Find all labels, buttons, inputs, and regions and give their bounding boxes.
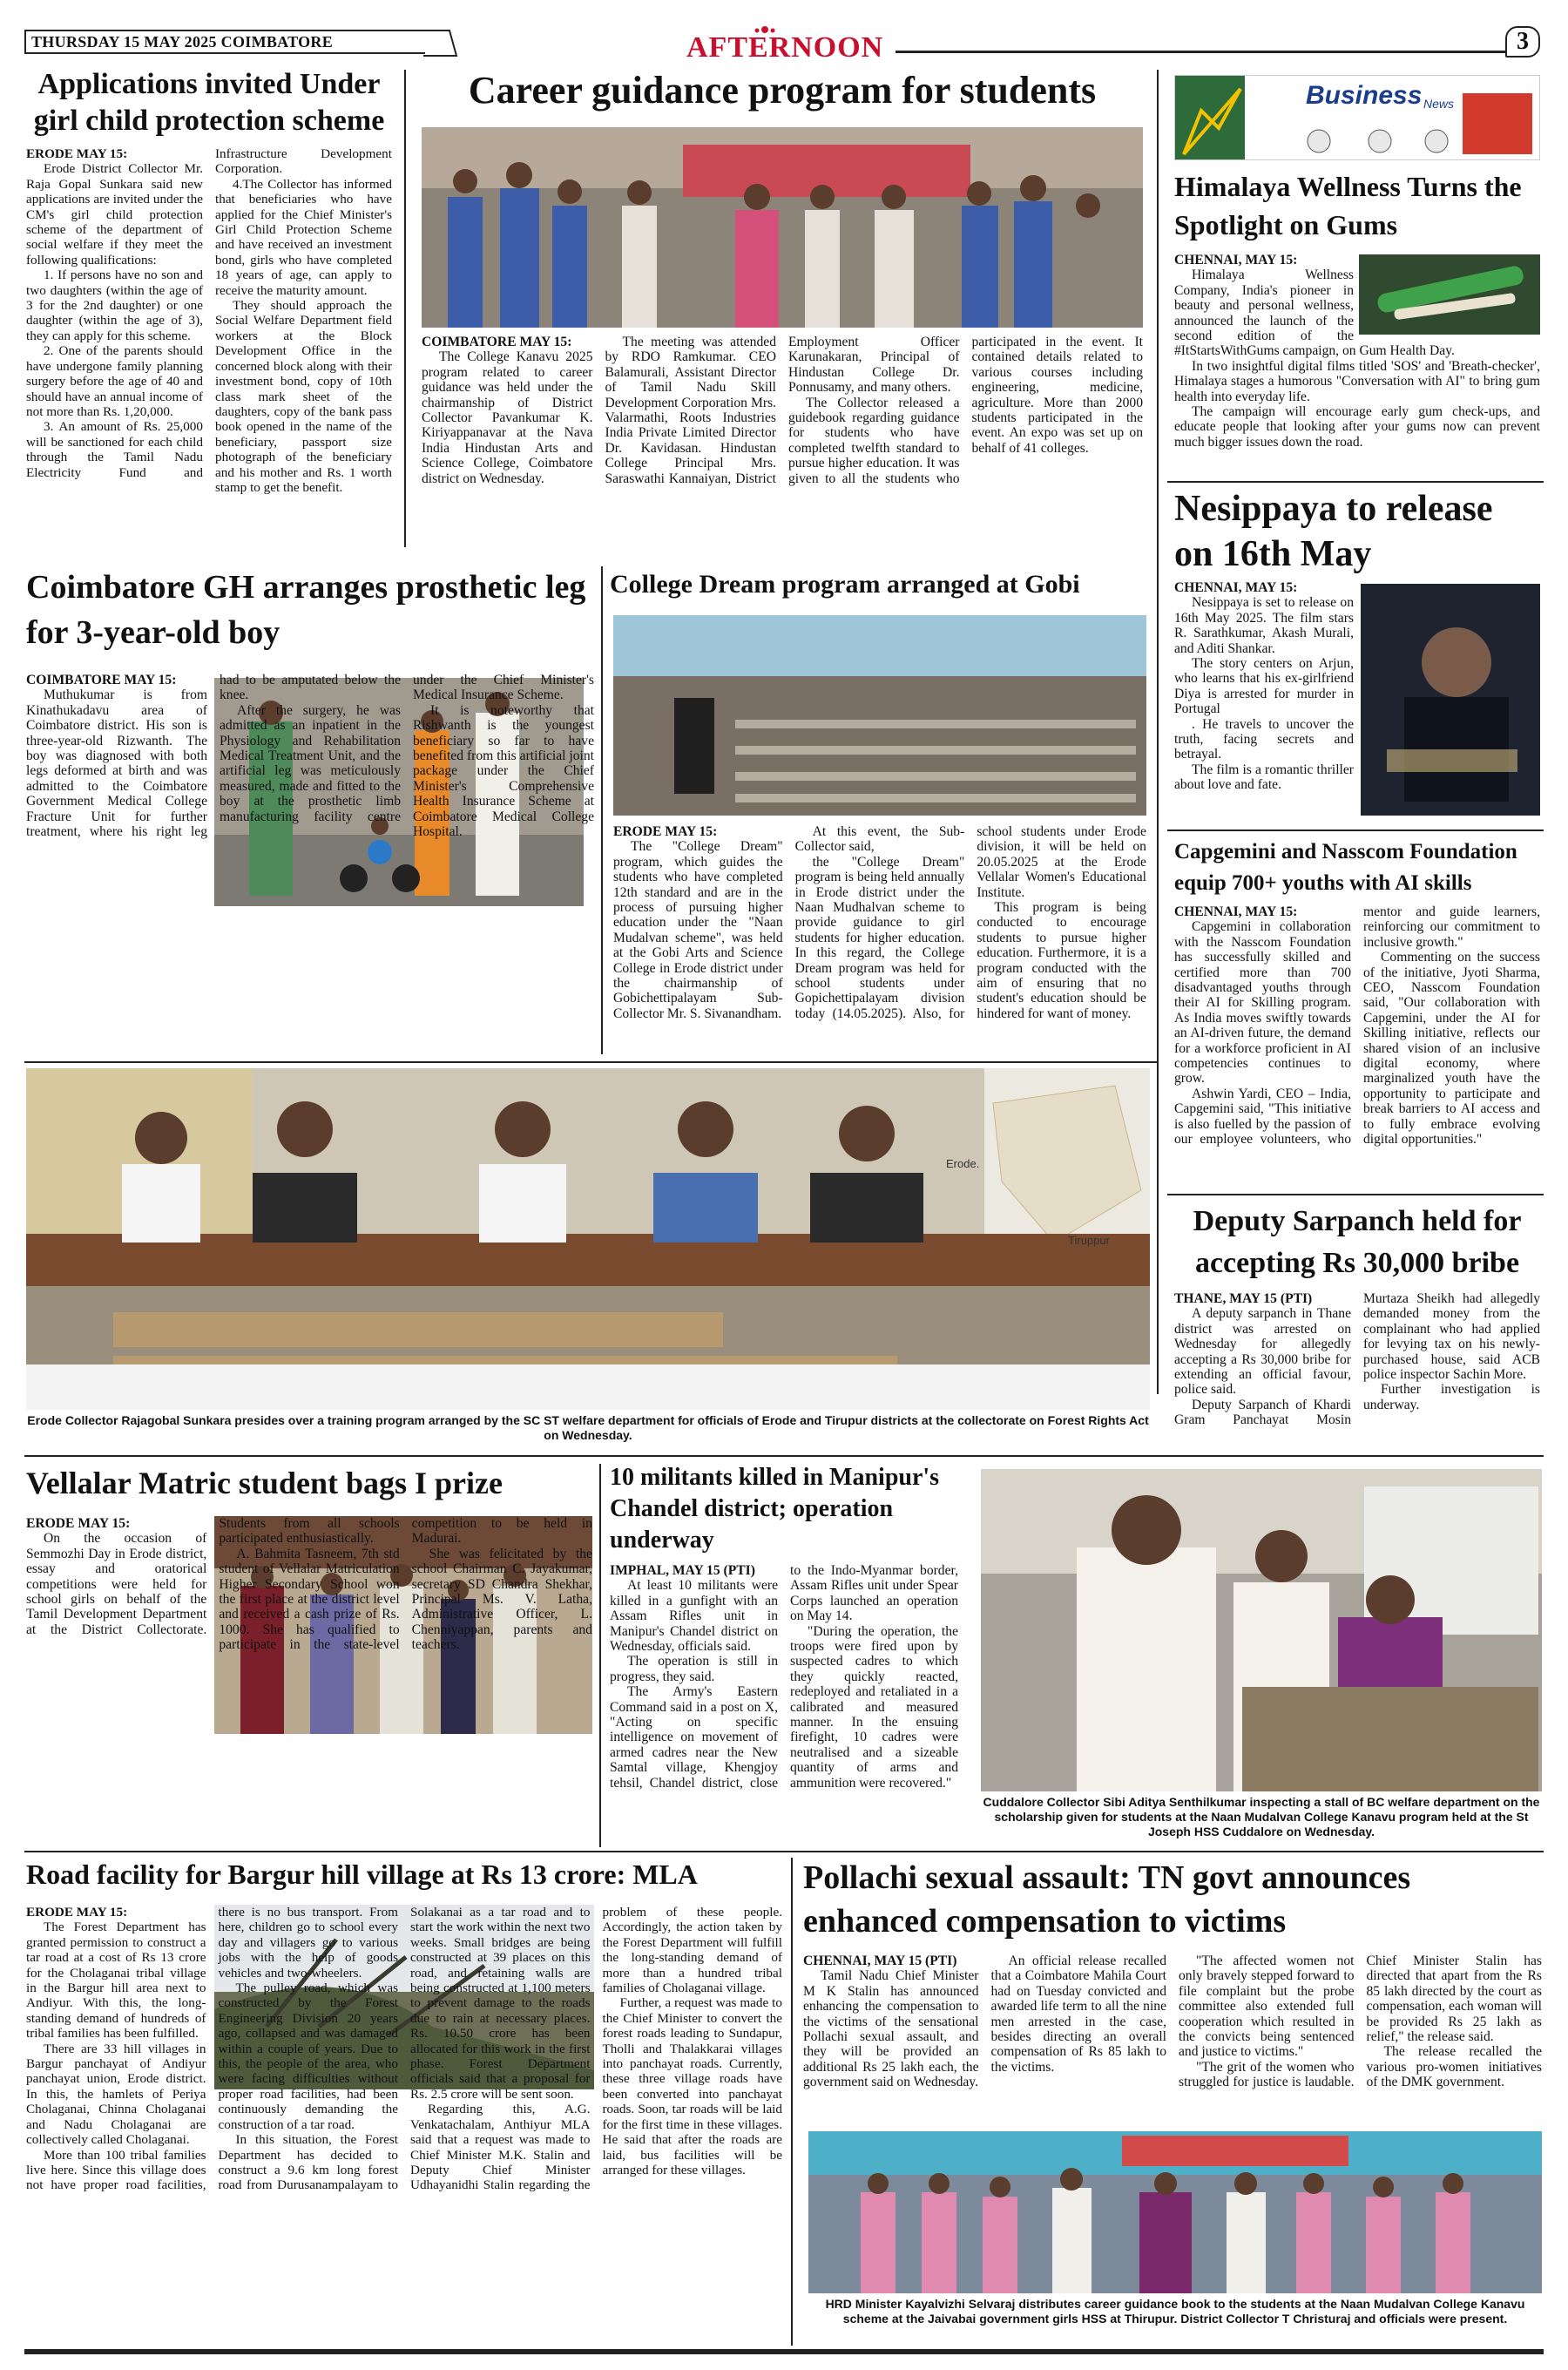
paragraph: There are 33 hill villages in Bargur panchayat of Andiyur panchayat union, Erode district. In this, the hamlets of Periya Cholaganai, Chinna Cholaganai and Nadu Cholaganai are collectively called Cholaganai. [26, 2041, 206, 2148]
headline: College Dream program arranged at Gobi [610, 570, 1080, 599]
paragraph: At least 10 militants were killed in a gunfight with an Assam Rifles unit in Manipur's Chandel district on Wednesday, officials said. [610, 1578, 778, 1655]
capgemini-article [1174, 836, 1540, 1202]
college-dream-article [610, 565, 1150, 1053]
float-spacer [1354, 253, 1540, 336]
paragraph: The College Kanavu 2025 program related to career guidance was held under the chairmanship of District Collector Pavankumar K. Kiriyappanavar at the Nava India Hindustan Arts and Science College, Coimbatore district on Wednesday. [422, 349, 593, 486]
sarpanch-article [1174, 1201, 1540, 1445]
article-body [26, 146, 392, 547]
paragraph: 4.The Collector has informed that beneficiaries who have applied for the Chief Minister's Girl Child Protection Scheme and have received an investment bond, girls who have completed 18 years of age, can apply to receive the maturity amount. [215, 176, 392, 298]
article-body [1174, 1291, 1540, 1441]
photo-caption: Cuddalore Collector Sibi Aditya Senthilkumar inspecting a stall of BC welfare department on the scholarship given for students at the Naan Mudalvan College Kanavu program held at the St Joseph HSS Cuddalore on Wednesday. [983, 1795, 1540, 1838]
paragraph: 2. One of the parents should have undergone family planning surgery before the age of 40 and should have an annual income of not more than Rs. 1,20,000. [26, 343, 203, 419]
himalaya-article [1174, 167, 1540, 477]
paragraph: Muthukumar is from Kinathukadavu area of Coimbatore district. His son is three-year-old Rizwanth. The boy was diagnosed with both legs deformed at birth and was admitted to the Coimbatore Government Medical College Fracture Unit for further treatment, where his right leg had to be amputated below the knee. [26, 673, 401, 840]
paragraph: Further investigation is underway. [1363, 1382, 1540, 1412]
paragraph: "The affected women not only bravely stepped forward to file complaint but the probe committee also extended full cooperation which resulted in the convicts being sentenced and justice to victims." [1179, 1954, 1355, 2060]
footer-rule [24, 2349, 1544, 2354]
dateline: ERODE MAY 15: [26, 146, 128, 161]
section-rule [24, 1851, 1544, 1852]
dateline: CHENNAI, MAY 15 (PTI) [803, 1954, 957, 1968]
section-rule [1167, 1194, 1544, 1195]
paragraph: It is noteworthy that Rishwanth is the youngest beneficiary so far to have benefited from this artificial joint package under the Chief Minister's Comprehensive Health Insurance Scheme at Coimbatore Medical College Hospital. [413, 702, 594, 840]
dateline: CHENNAI, MAY 15: [1174, 253, 1298, 267]
paragraph: A deputy sarpanch in Thane district was arrested on Wednesday for allegedly accepting a Rs 30,000 bribe for extending an official favour, police said. [1174, 1306, 1351, 1398]
career-photo [422, 127, 1143, 328]
section-rule [1167, 830, 1544, 831]
manipur-article [610, 1462, 958, 1845]
article-body [26, 673, 594, 1053]
headline: 10 militants killed in Manipur's Chandel district; operation underway [610, 1464, 940, 1554]
dateline: THANE, MAY 15 (PTI) [1174, 1291, 1313, 1306]
college-dream-photo [613, 615, 1146, 816]
paragraph: The operation is still in progress, they said. [610, 1654, 778, 1684]
headline: Career guidance program for students [468, 69, 1097, 112]
paragraph: Commenting on the success of the initiative, Jyoti Sharma, CEO, Nasscom Foundation said, "Our collaboration with Capgemini, under the AI for Skilling initiative, reflects our shared vision of an inclusive digital economy, where marginalized youth have the opportunity to participate and break barriers to AI access and to fully embrace evolving digital opportunities." [1363, 950, 1540, 1148]
map-label-erode: Erode. [946, 1157, 980, 1170]
article-body [610, 1563, 958, 1845]
prosthetic-article [26, 565, 594, 1053]
paragraph: In this situation, the Forest Department has decided to construct a 9.6 km long forest road from Durusanampalayam to Solakanai as a tar road and to start the work within the next two weeks. Small bridges are being constructed at 39 places on this road, and retaining walls are being constructed at 1,100 meters to prevent damage to the roads due to rain at necessary places. Rs. 10.50 crore has been allocated for this work in the first phase. Forest Department officials said that a proposal for Rs. 2.5 crore will be sent soon. [218, 1905, 591, 2193]
column-rule [404, 70, 406, 547]
paragraph: This program is being conducted to encourage students to pursue higher education. Furthermore, it is a program conducted with the aim of ensuring that no student's education should be hindered for want of money. [977, 900, 1146, 1021]
paragraph: Nesippaya is set to release on 16th May 2025. The film stars R. Sarathkumar, Akash Murali, and Aditi Shankar. [1174, 595, 1354, 656]
dateline: ERODE MAY 15: [26, 1905, 128, 1920]
masthead [24, 24, 1544, 61]
paragraph: Erode District Collector Mr. Raja Gopal Sunkara said new applications are invited under the CM's girl child protection scheme of the department of social welfare if they meet the following qualifications: [26, 161, 203, 267]
cuddalore-photo-block [981, 1469, 1542, 1849]
headline: Capgemini and Nasscom Foundation equip 700+ youths with AI skills [1174, 840, 1517, 895]
movie-poster [1361, 584, 1540, 816]
dateline: IMPHAL, MAY 15 (PTI) [610, 1563, 755, 1578]
section-rule [24, 1455, 1544, 1457]
dateline: ERODE MAY 15: [613, 824, 718, 839]
column-rule [1157, 70, 1159, 1394]
article-body [1174, 580, 1354, 826]
masthead-rule [896, 51, 1505, 53]
paragraph: The "College Dream" program, which guides the students who have completed 12th standard and are in the process of pursuing higher education under the "Naan Mudalvan scheme", was held at the Gobi Arts and Science College in Erode district under the chairmanship of Gobichettipalayam Sub-Collector Mr. S. Sivanandham. [613, 839, 783, 1021]
career-article [416, 66, 1148, 554]
masthead-bar-arrow [423, 30, 458, 58]
business-news-banner [1174, 75, 1540, 160]
dateline: COIMBATORE MAY 15: [422, 335, 572, 349]
thirupur-photo-block [808, 2131, 1542, 2344]
erode-photo-block [26, 1068, 1150, 1452]
article-body [422, 335, 1143, 552]
headline: Nesippaya to release on 16th May [1174, 489, 1493, 574]
business-logo-word: Business [1306, 81, 1423, 110]
section-rule [1167, 481, 1544, 483]
paragraph: Further, a request was made to the Chief Minister to convert the forest roads leading to Sundapur, Tholli and Thalakkarai villages into panchayat roads. Currently, these three village roads have been converted into panchayat roads. Soon, tar roads will be laid for the first time in these villages. He said that after the roads are laid, bus facilities will be arranged for these villages. [602, 1995, 782, 2177]
map-label-tiruppur: Tiruppur [1068, 1234, 1110, 1247]
paragraph: More than 100 tribal families live here. Since this village does not have proper road facilities, there is no bus transport. From here, children go to school every day and villagers go to various jobs with the help of goods vehicles and two-wheelers. [26, 1905, 398, 2193]
article-body [26, 1516, 592, 1845]
paragraph: The story centers on Arjun, who learns that his ex-girlfriend Diya is arrested for murder in Portugal [1174, 656, 1354, 717]
paragraph: 3. An amount of Rs. 25,000 will be sanctioned for each child through the Tamil Nadu Electricity Fund and Infrastructure Development Corporation. [26, 146, 392, 480]
dateline: CHENNAI, MAY 15: [1174, 904, 1298, 919]
nesippaya-article [1174, 486, 1540, 826]
column-rule [601, 566, 603, 1054]
paragraph: Tamil Nadu Chief Minister M K Stalin has announced enhancing the compensation to the victims of the sensational Pollachi sexual assault, and they will be provided an additional Rs 25 lakh each, the government said on Wednesday. [803, 1968, 979, 2090]
paragraph: Deputy Sarpanch of Khardi Gram Panchayat Mosin Murtaza Sheikh had allegedly demanded money from the complainant who had applied for levying tax on his newly-purchased house, said ACB police inspector Sachin More. [1174, 1291, 1540, 1428]
article-body [803, 1954, 1542, 2133]
paragraph: The campaign will encourage early gum check-ups, and educate people that looking after your gums now can prevent much bigger issues down the road. [1174, 404, 1540, 450]
bargur-article [26, 1856, 782, 2344]
paragraph: On the occasion of Semmozhi Day in Erode district, essay and oratorical competitions were held for school girls on behalf of the Tamil Development Department at the District Collectorate. Students from all schools participated enthusiastically. [26, 1516, 400, 1637]
paragraph: A. Bahmita Tasneem, 7th std student of Vellalar Matriculation Higher Secondary School won the first place at the district level and received a cash prize of Rs. 1000. She has qualified to participate in the state-level competition to be held in Madurai. [219, 1516, 592, 1653]
paragraph: She was felicitated by the school Chairman C. Jayakumar, secretary SD Chandra Shekhar, Principal Ms. V. Latha, Administrative Officer, L. Chenniyappan, parents and teachers. [411, 1546, 592, 1653]
paragraph: At this event, the Sub-Collector said, [794, 824, 965, 855]
girl-child-article [26, 66, 392, 554]
headline: Applications invited Under girl child protection scheme [33, 68, 385, 137]
paragraph: They should approach the Social Welfare Department field workers at the Block Development Office in the concerned block along with their investment bond, copy of 10th class mark sheet of the daughters, copy of the bank pass book opened in the name of the beneficiary, passport size photograph of the beneficiary and his mother and Rs. 1 worth stamp to get the benefit. [215, 298, 392, 495]
headline: Coimbatore GH arranges prosthetic leg for 3-year-old boy [26, 569, 586, 651]
masthead-date: THURSDAY 15 MAY 2025 COIMBATORE [31, 33, 334, 51]
paragraph: 1. If persons have no son and two daughters (within the age of 3 for the 2nd daughter) or one daughter (within the age of 3), they can apply for this scheme. [26, 267, 203, 343]
erode-training-photo [26, 1068, 1150, 1410]
column-rule [791, 1858, 793, 2346]
column-rule [599, 1464, 601, 1847]
paragraph: the "College Dream" program is being held annually in Erode district under the Naan Mudhalvan scheme to provide guidance to girl students for higher education. In this regard, the College Dream program was held for school students under Gopichettipalayam division today (14.05.2025). Also, for school students under Erode division, it will be held on 20.05.2025 at the Erode Vellalar Women's Educational Institute. [794, 824, 1146, 1021]
paragraph: "The grit of the women who struggled for justice is laudable. Chief Minister Stalin has directed that apart from the Rs 85 lakh directed by the court as compensation, each woman will be provided Rs 25 lakh as relief," the release said. [1179, 1954, 1542, 2090]
paragraph: The film is a romantic thriller about love and fate. [1174, 762, 1354, 793]
thirupur-photo [808, 2131, 1542, 2293]
section-rule [24, 1061, 1157, 1063]
business-logo-sub: News [1423, 97, 1455, 111]
paragraph: The Forest Department has granted permission to construct a tar road at a cost of Rs 13 crore for the Cholaganai tribal village in the Bargur hill area next to Andiyur. With this, the long-standing demand of hundreds of tribal families has been fulfilled. [26, 1920, 206, 2042]
paragraph: . He travels to uncover the truth, facing secrets and betrayal. [1174, 716, 1354, 762]
paragraph: Capgemini in collaboration with the Nasscom Foundation has successfully skilled and certified more than 700 disadvantaged youths through their AI for Skilling program. As India moves swiftly towards an AI-driven future, the demand for a workforce proficient in AI competencies continues to grow. [1174, 919, 1351, 1087]
paragraph: The Collector released a guidebook regarding guidance for students who have completed twelfth standard to pursue higher education. It was given to all the students who participated in the event. It contained details related to various courses including engineering, medicine, agriculture. More than 2000 students participated in the event. An expo was set up on behalf of 41 colleges. [788, 335, 1143, 486]
pollachi-article [803, 1856, 1542, 2135]
dateline: ERODE MAY 15: [26, 1516, 131, 1531]
dateline: COIMBATORE MAY 15: [26, 673, 177, 687]
headline: Road facility for Bargur hill village at Rs 13 crore: MLA [26, 1859, 698, 1890]
photo-caption: HRD Minister Kayalvizhi Selvaraj distributes career guidance book to the students at the Naan Mudalvan College Kanavu scheme at the Jaivabai government girls HSS at Thirupur. District Collector T Christuraj and officials were present. [825, 2297, 1525, 2326]
photo-caption: Erode Collector Rajagobal Sunkara presides over a training program arranged by the SC ST welfare department for officials of Erode and Tirupur districts at the collectorate on Forest Rights Act on Wednesday. [27, 1413, 1149, 1442]
paragraph: The pulley road, which was constructed by the Forest Engineering Division 20 years ago, collapsed and was damaged within a couple of years. Due to this, the people of the area, who were facing difficulties without proper road facilities, had been continuously demanding the construction of a tar road. [218, 1981, 398, 2132]
paragraph: In two insightful digital films titled 'SOS' and 'Breath-checker', Himalaya stages a humorous "Conversation with AI" to bring gum health into everyday life. [1174, 358, 1540, 404]
paragraph: Himalaya Wellness Company, India's pioneer in beauty and personal wellness, announced the launch of the second edition of the #ItStartsWithGums campaign, on Gum Health Day. [1174, 267, 1455, 359]
headline: Pollachi sexual assault: TN govt announces enhanced compensation to victims [803, 1859, 1411, 1940]
article-body [26, 1905, 782, 2344]
paragraph: After the surgery, he was admitted as an inpatient in the Physiology and Rehabilitation Medical Treatment Unit, and the artificial leg was meticulously measured, made and fitted to the boy at the prosthetic limb manufacturing facility centre under the Chief Minister's Medical Insurance Scheme. [220, 673, 594, 824]
paragraph: Regarding this, A.G. Venkatachalam, Anthiyur MLA said that a request was made to Chief Minister M.K. Stalin and Deputy Chief Minister Udhayanidhi Stalin regarding the problem of these people. Accordingly, the action taken by the Forest Department will fulfill the long-standing demand of more than a hundred tribal families of Cholaganai village. [410, 1905, 782, 2193]
dateline: CHENNAI, MAY 15: [1174, 580, 1298, 595]
article-body [613, 824, 1146, 1053]
cuddalore-photo [981, 1469, 1542, 1791]
paragraph: The Army's Eastern Command said in a post on X, "Acting on specific intelligence on movement of armed cadres near the New Samtal village, Khengjoy tehsil, Chandel district, close to the Indo-Myanmar border, Assam Rifles unit under Spear Corps launched an operation on May 14. [610, 1563, 958, 1791]
page-number: 3 [1517, 28, 1529, 55]
masthead-paper-name: AFTERNOON [686, 31, 884, 61]
paragraph: "During the operation, the troops were fired upon by suspected cadres to which they quickly reacted, redeployed and retaliated in a calibrated and measured manner. In the ensuing firefight, 10 cadres were neutralised and a sizeable quantity of arms and ammunition were recovered." [790, 1623, 958, 1791]
paragraph: The meeting was attended by RDO Ramkumar. CEO Balamurali, Assistant Director of Tamil Nadu Skill Development Corporation Mrs. Valarmathi, Roots Industries India Private Limited Director Dr. Kavidasan. Hindustan College Principal Mrs. Saraswathi Kannaiyan, District Employment Officer Karunakaran, Principal of Hindustan College Dr. Ponnusamy, and many others. [605, 335, 960, 486]
headline: Himalaya Wellness Turns the Spotlight on Gums [1174, 171, 1522, 240]
headline: Vellalar Matric student bags I prize [26, 1466, 503, 1500]
paragraph: Ashwin Yardi, CEO – India, Capgemini said, "This initiative is also fuelled by the passion of our employee volunteers, who mentor and guide learners, reinforcing our commitment to inclusive growth." [1174, 904, 1540, 1148]
paragraph: An official release recalled that a Coimbatore Mahila Court had on Tuesday convicted and awarded life term to all the nine men arrested in the case, besides directing an overall compensation of Rs 85 lakh to the victims. [990, 1954, 1166, 2075]
headline: Deputy Sarpanch held for accepting Rs 30,000 bribe [1193, 1205, 1522, 1279]
article-body [1174, 904, 1540, 1201]
vellalar-article [26, 1462, 592, 1845]
paragraph: The release recalled the various pro-women initiatives of the DMK government. [1366, 2044, 1542, 2090]
article-body [1174, 253, 1540, 477]
